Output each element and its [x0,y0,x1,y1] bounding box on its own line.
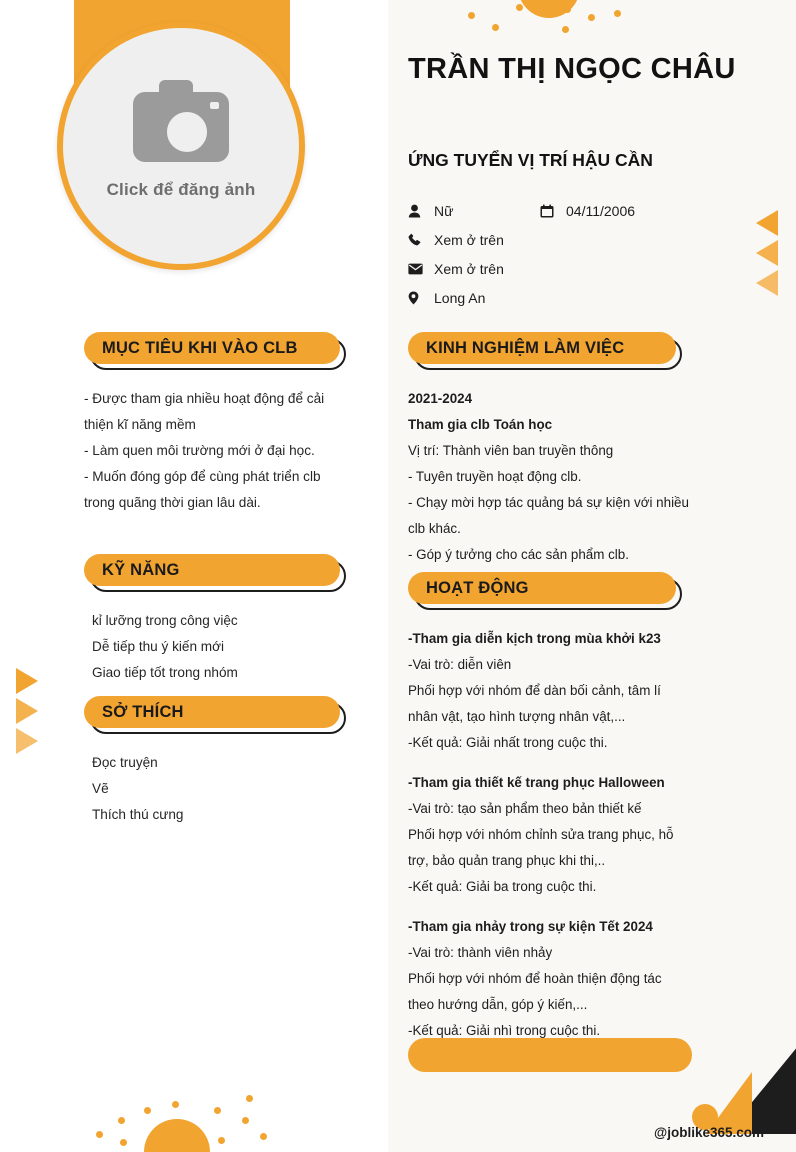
experience-title: Tham gia clb Toán học [408,417,553,432]
skills-body [84,608,350,686]
list-item: - Làm quen môi trường mới ở đại học. [84,443,315,458]
section-header-objectives [84,332,340,364]
experience-line: Vị trí: Thành viên ban truyền thông [408,443,614,458]
page-title: TRẦN THỊ NGỌC CHÂU [408,53,736,85]
list-item: Đọc truyện [92,755,158,770]
right-column [388,0,796,1152]
section-header-hobbies [84,696,340,728]
activity-line: Phối hợp với nhóm để hoàn thiện động tác theo hướng dẫn, góp ý kiến,... [408,971,662,1012]
activity-line: -Vai trò: thành viên nhảy [408,945,553,960]
activity-line: -Kết quả: Giải nhất trong cuộc thi. [408,735,608,750]
list-item: Dễ tiếp thu ý kiến mới [92,639,225,654]
experience-body [408,386,690,568]
empty-section-pill[interactable] [408,1038,692,1072]
section-title: KỸ NĂNG [84,554,340,586]
activity-line: -Vai trò: diễn viên [408,657,512,672]
activity-line: -Kết quả: Giải ba trong cuộc thi. [408,879,597,894]
contact-row [408,196,778,225]
gender-value: Nữ [434,202,454,219]
photo-upload-label: Click để đăng ảnh [106,180,256,199]
section-experience [408,332,698,568]
activity-title: -Tham gia nhảy trong sự kiện Tết 2024 [408,919,653,934]
mail-icon [408,263,434,275]
list-item: - Được tham gia nhiều hoạt động để cải thiện kĩ năng mềm [84,391,325,432]
experience-line: - Tuyên truyền hoạt động clb. [408,469,582,484]
experience-line: - Góp ý tưởng cho các sản phẩm clb. [408,547,629,562]
section-hobbies [84,696,350,828]
section-activities [408,572,698,1044]
contact-row [408,254,778,283]
email-value: Xem ở trên [434,260,504,277]
contact-row [408,225,778,254]
section-header-activities [408,572,676,604]
half-circle-decoration [144,1119,210,1152]
job-role: ỨNG TUYỂN VỊ TRÍ HẬU CẦN [408,150,653,170]
chevron-right-decoration [756,210,778,300]
contact-row [408,283,778,312]
hobbies-body [84,750,350,828]
section-title: MỤC TIÊU KHI VÀO CLB [84,332,340,364]
section-title: SỞ THÍCH [84,696,340,728]
section-objectives [84,332,350,516]
address-value: Long An [434,289,486,306]
dots-decoration-bottom [96,1092,266,1152]
watermark: @joblike365.com [654,1125,764,1140]
list-item: Thích thú cưng [92,807,184,822]
experience-dates: 2021-2024 [408,391,473,406]
camera-icon [133,92,229,162]
left-column [0,0,388,1152]
activity-title: -Tham gia thiết kế trang phục Halloween [408,775,665,790]
list-item: - Muốn đóng góp để cùng phát triển clb trong quãng thời gian lâu dài. [84,469,321,510]
activity-line: Phối hợp với nhóm chỉnh sửa trang phục, hỗ trợ, bảo quản trang phục khi thi,.. [408,827,674,868]
contact-info [408,196,778,312]
activity-line: -Kết quả: Giải nhì trong cuộc thi. [408,1023,601,1038]
photo-upload-area[interactable] [57,22,305,270]
list-item: kỉ lưỡng trong công việc [92,613,238,628]
location-icon [408,291,434,305]
activity-title: -Tham gia diễn kịch trong mùa khởi k23 [408,631,661,646]
list-item: Giao tiếp tốt trong nhóm [92,665,238,680]
person-icon [408,204,434,218]
section-header-experience [408,332,676,364]
list-item: Vẽ [92,781,109,796]
section-header-skills [84,554,340,586]
activity-line: -Vai trò: tạo sản phẩm theo bản thiết kế [408,801,642,816]
phone-icon [408,233,434,247]
camera-flash-icon [210,102,219,109]
calendar-icon [540,204,566,218]
section-skills [84,554,350,686]
activity-line: Phối hợp với nhóm để dàn bối cảnh, tâm lí nhân vật, tạo hình tượng nhân vật,... [408,683,661,724]
section-title: HOẠT ĐỘNG [408,572,676,604]
phone-value: Xem ở trên [434,231,504,248]
section-title: KINH NGHIỆM LÀM VIỆC [408,332,676,364]
experience-line: - Chạy mời hợp tác quảng bá sự kiện với nhiều clb khác. [408,495,689,536]
objectives-body [84,386,350,516]
birthdate-value: 04/11/2006 [566,202,636,219]
activities-body [408,626,690,1044]
chevron-left-decoration [16,668,38,758]
